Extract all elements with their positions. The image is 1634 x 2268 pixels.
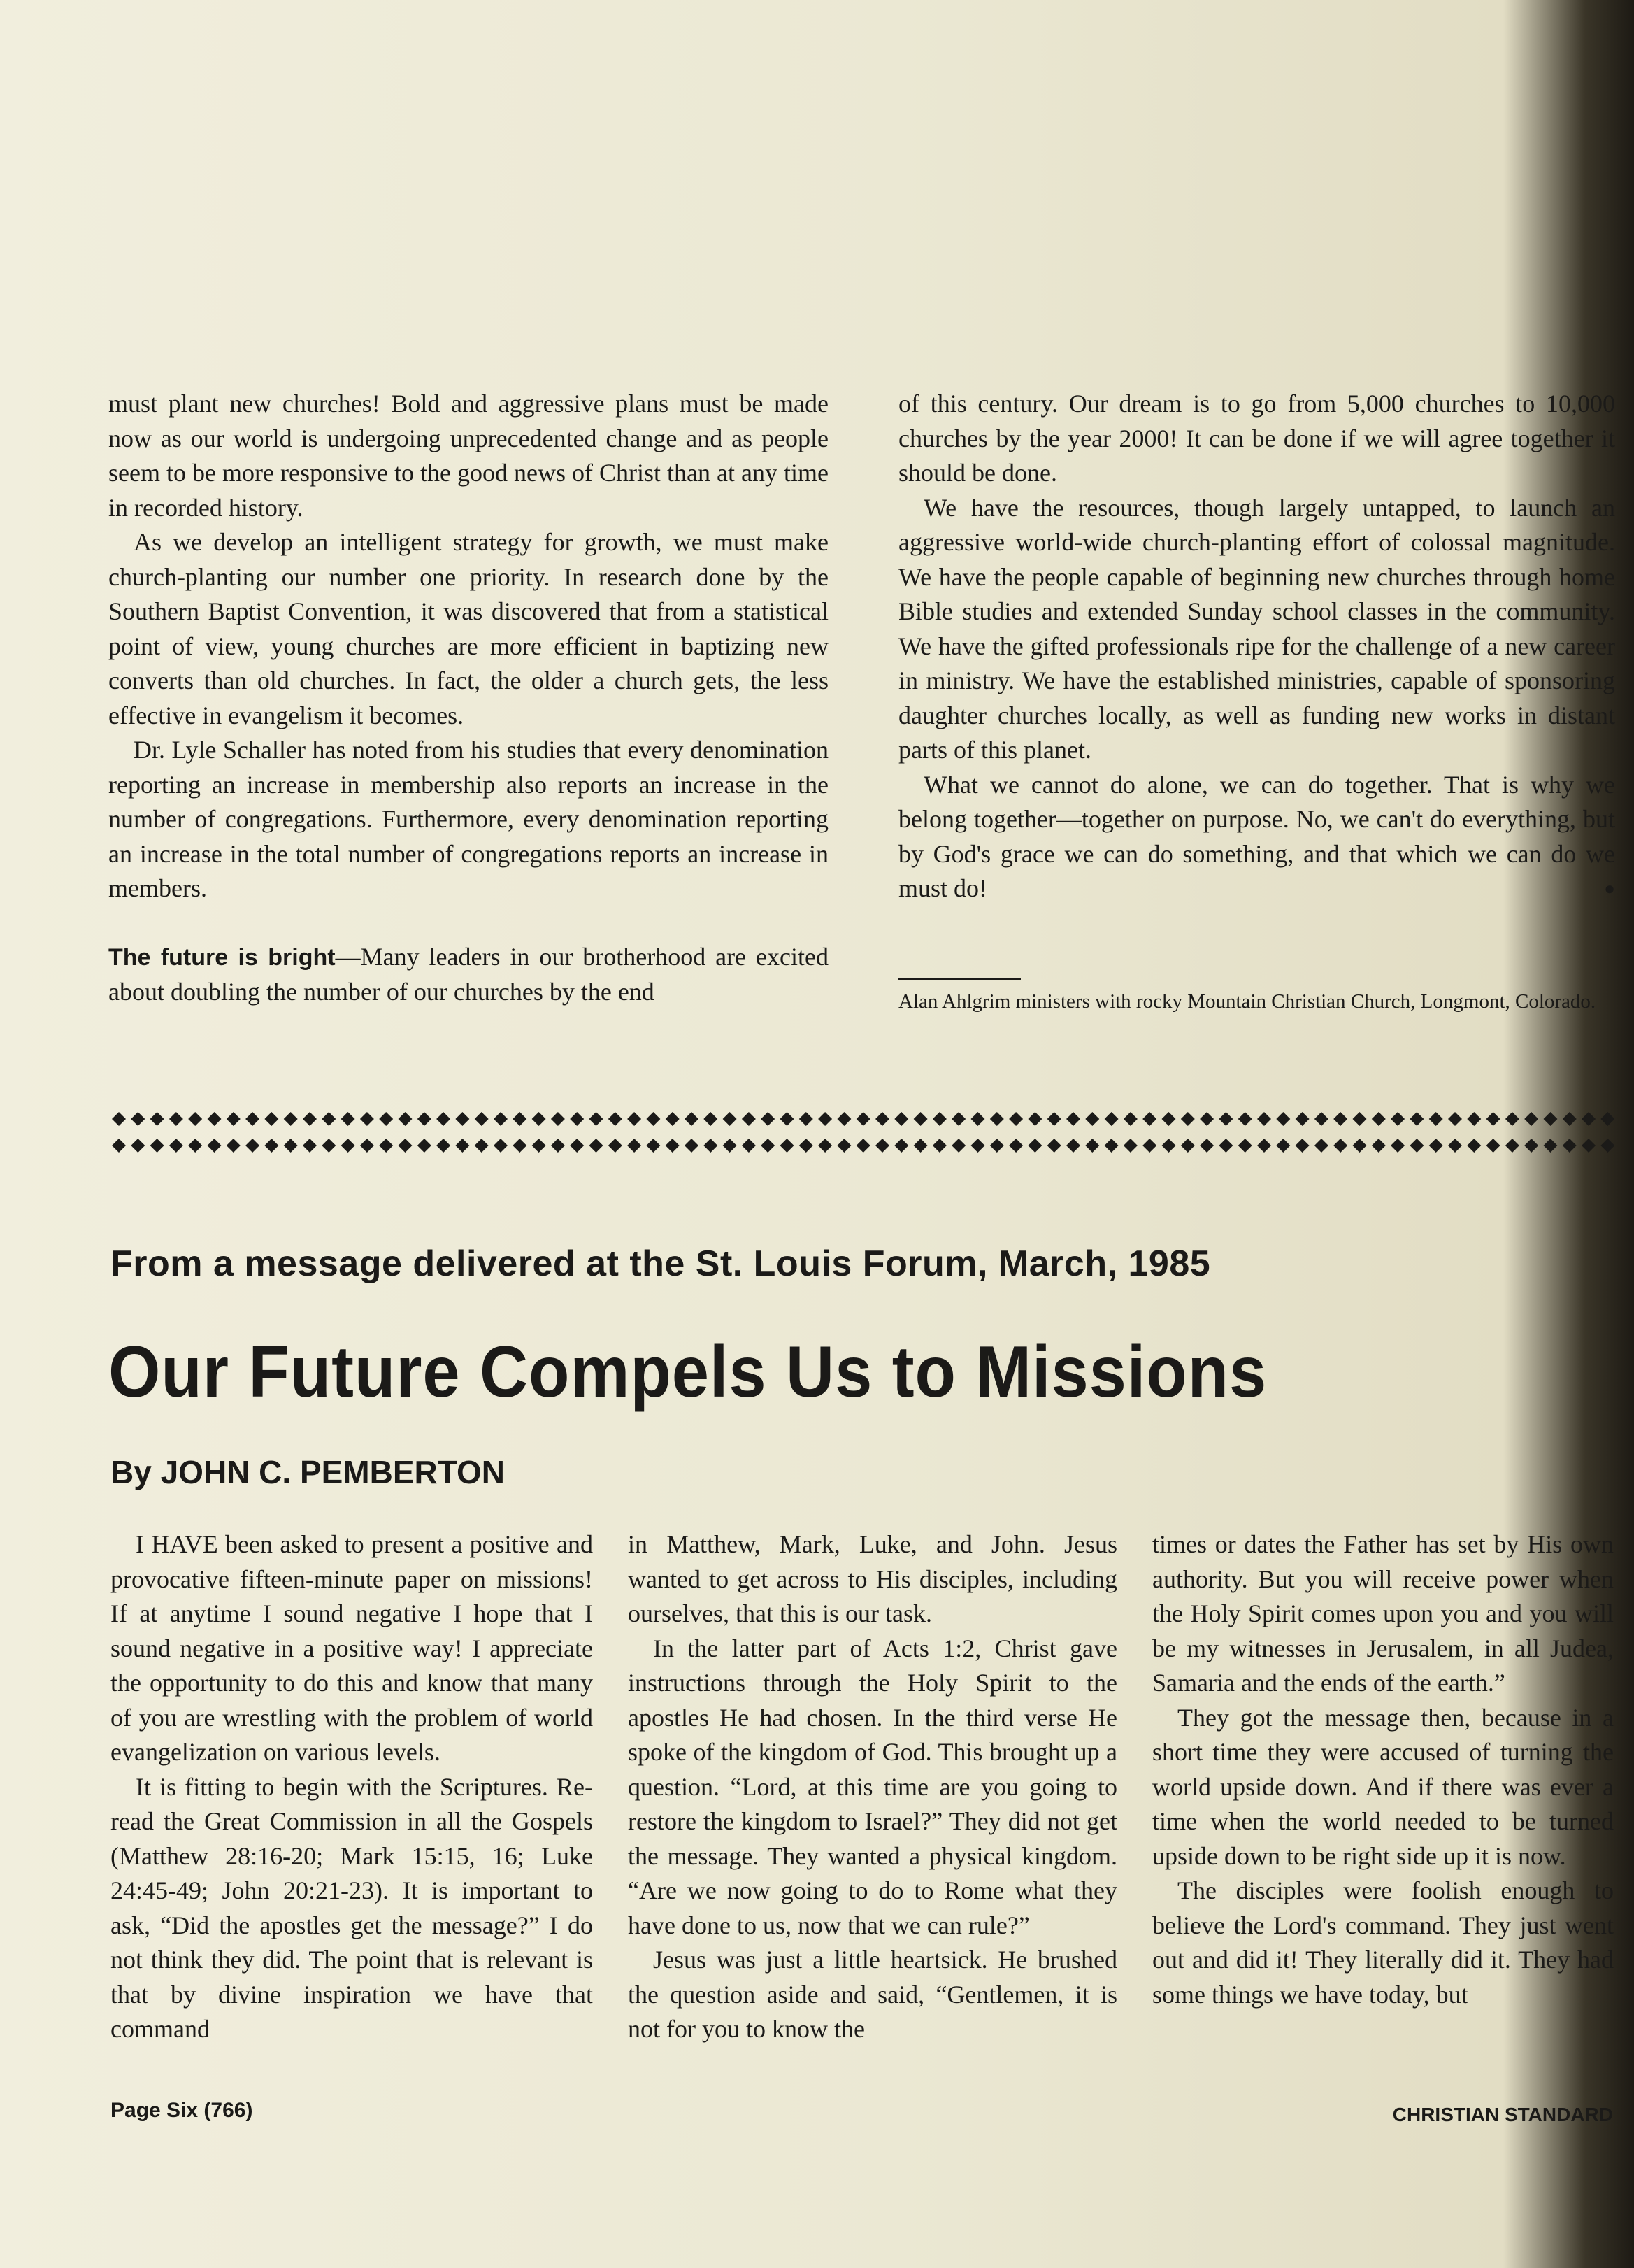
subhead-paragraph bbox=[108, 940, 829, 1010]
page-number: Page Six (766) bbox=[110, 2099, 253, 2122]
diamond-ornament bbox=[1563, 1139, 1577, 1153]
diamond-ornament bbox=[1333, 1139, 1347, 1153]
paragraph: We have the resources, though largely untapped, to launch an aggressive world-wide church-planting effort of colossal magnitude. We have the people capable of beginning new churches through home Bible studies and extended Sunday school classes in the community. We have the gifted professionals ripe for the challenge of a new career in ministry. We have the established ministries, capable of sponsoring daughter churches locally, as well as funding new works in distant parts of this planet. bbox=[898, 493, 1615, 764]
diamond-ornament bbox=[1505, 1112, 1519, 1126]
diamond-ornament bbox=[703, 1139, 717, 1153]
diamond-ornament bbox=[1505, 1139, 1519, 1153]
diamond-ornament bbox=[742, 1139, 756, 1153]
diamond-ornament bbox=[1276, 1112, 1290, 1126]
diamond-ornament bbox=[1238, 1112, 1252, 1126]
diamond-ornament bbox=[1219, 1139, 1233, 1153]
diamond-ornament bbox=[703, 1112, 717, 1126]
diamond-ornament bbox=[1486, 1112, 1500, 1126]
diamond-ornament bbox=[1142, 1139, 1156, 1153]
diamond-ornament bbox=[933, 1112, 947, 1126]
diamond-ornament bbox=[1257, 1139, 1271, 1153]
diamond-ornament bbox=[1276, 1139, 1290, 1153]
diamond-ornament bbox=[818, 1112, 832, 1126]
diamond-ornament bbox=[1486, 1139, 1500, 1153]
diamond-ornament bbox=[723, 1112, 737, 1126]
diamond-ornament bbox=[455, 1112, 469, 1126]
paragraph: They got the message then, because in a short time they were accused of turning the world upside down. And if there was ever a time when the world needed to be turned upside down to be right side up it is now. bbox=[1152, 1703, 1614, 1870]
diamond-ornament bbox=[608, 1112, 622, 1126]
diamond-ornament bbox=[799, 1112, 813, 1126]
diamond-ornament bbox=[914, 1139, 928, 1153]
diamond-ornament bbox=[208, 1112, 222, 1126]
article-kicker: From a message delivered at the St. Louis Forum, March, 1985 bbox=[110, 1243, 1211, 1284]
diamond-ornament bbox=[666, 1112, 680, 1126]
diamond-ornament bbox=[1314, 1139, 1328, 1153]
diamond-ornament bbox=[169, 1112, 183, 1126]
diamond-ornament bbox=[990, 1112, 1004, 1126]
diamond-ornament bbox=[1296, 1139, 1310, 1153]
diamond-ornament bbox=[837, 1112, 851, 1126]
diamond-ornament bbox=[169, 1139, 183, 1153]
diamond-ornament bbox=[417, 1139, 431, 1153]
diamond-ornament bbox=[1448, 1139, 1462, 1153]
diamond-ornament bbox=[570, 1139, 584, 1153]
paragraph: I HAVE been asked to present a positive and provocative fifteen-minute paper on missions! If at anytime I sound negative I hope that I sound negative in a positive way! I appreciate the opportunity to do this and know that many of you are wrestling with the problem of world evangelization on various levels. bbox=[110, 1530, 593, 1766]
diamond-ornament bbox=[131, 1139, 145, 1153]
author-bio: Alan Ahlgrim ministers with rocky Mountain Christian Church, Longmont, Colorado. bbox=[898, 990, 1596, 1013]
diamond-ornament bbox=[589, 1112, 603, 1126]
diamond-ornament bbox=[303, 1139, 317, 1153]
diamond-ornament bbox=[1524, 1112, 1538, 1126]
paragraph: must plant new churches! Bold and aggressive plans must be made now as our world is undergoing unprecedented change and as people seem to be more responsive to the good news of Christ than at any time in recorded history. bbox=[108, 390, 829, 522]
diamond-ornament bbox=[341, 1112, 355, 1126]
diamond-ornament bbox=[360, 1112, 374, 1126]
diamond-ornament bbox=[723, 1139, 737, 1153]
diamond-ornament bbox=[112, 1112, 126, 1126]
diamond-ornament bbox=[532, 1112, 546, 1126]
diamond-ornament bbox=[1162, 1112, 1176, 1126]
diamond-ornament bbox=[208, 1139, 222, 1153]
diamond-ornament bbox=[1028, 1139, 1042, 1153]
diamond-ornament bbox=[1085, 1112, 1099, 1126]
diamond-ornament bbox=[685, 1139, 698, 1153]
article-column-1 bbox=[110, 1527, 593, 2047]
subhead-text: —Many leaders in our brotherhood are excited about doubling the number of our churches by the end bbox=[108, 942, 829, 1006]
diamond-ornament bbox=[1448, 1112, 1462, 1126]
diamond-ornament bbox=[1600, 1112, 1614, 1126]
diamond-ornament bbox=[971, 1139, 985, 1153]
diamond-ornament bbox=[379, 1139, 393, 1153]
paragraph bbox=[898, 768, 1615, 906]
diamond-ornament bbox=[475, 1112, 489, 1126]
diamond-ornament bbox=[952, 1139, 966, 1153]
diamond-ornament bbox=[646, 1139, 660, 1153]
diamond-ornament bbox=[1142, 1112, 1156, 1126]
diamond-ornament bbox=[780, 1112, 794, 1126]
diamond-ornament bbox=[1429, 1139, 1443, 1153]
article-column-2 bbox=[628, 1527, 1117, 2047]
diamond-ornament bbox=[150, 1112, 164, 1126]
paragraph: times or dates the Father has set by His own authority. But you will receive power when the Holy Spirit comes upon you and you will be my witnesses in Jerusalem, in all Judea, Samaria and the ends of the earth.” bbox=[1152, 1530, 1614, 1697]
diamond-ornament bbox=[1391, 1139, 1405, 1153]
diamond-ornament bbox=[1467, 1139, 1481, 1153]
diamond-ornament bbox=[1181, 1139, 1195, 1153]
diamond-ornament bbox=[857, 1112, 870, 1126]
diamond-ornament bbox=[952, 1112, 966, 1126]
diamond-ornament bbox=[1582, 1139, 1596, 1153]
subhead-lead: The future is bright bbox=[108, 943, 336, 971]
diamond-ornament bbox=[1257, 1112, 1271, 1126]
diamond-ornament bbox=[1524, 1139, 1538, 1153]
diamond-ornament bbox=[303, 1112, 317, 1126]
diamond-ornament bbox=[399, 1112, 413, 1126]
diamond-ornament bbox=[399, 1139, 413, 1153]
diamond-ornament bbox=[322, 1112, 336, 1126]
paragraph: Jesus was just a little heartsick. He brushed the question aside and said, “Gentlemen, it is not for you to know the bbox=[628, 1946, 1117, 2043]
diamond-ornament bbox=[1085, 1139, 1099, 1153]
diamond-ornament bbox=[322, 1139, 336, 1153]
diamond-ornament bbox=[150, 1139, 164, 1153]
diamond-ornament bbox=[284, 1139, 298, 1153]
diamond-ornament bbox=[188, 1139, 202, 1153]
diamond-ornament bbox=[245, 1139, 259, 1153]
diamond-ornament bbox=[494, 1139, 508, 1153]
diamond-ornament bbox=[1105, 1139, 1119, 1153]
diamond-ornament bbox=[1353, 1139, 1367, 1153]
paragraph: It is fitting to begin with the Scriptures. Re-read the Great Commission in all the Gospels (Matthew 28:16-20; Mark 15:15, 16; Luke 24:45-49; John 20:21-23). It is important to ask, “Did the apostles get the message?” I do not think they did. The point that is relevant is that by divine inspiration we have that command bbox=[110, 1772, 593, 2043]
diamond-ornament bbox=[914, 1112, 928, 1126]
diamond-ornament bbox=[227, 1112, 241, 1126]
diamond-ornament bbox=[818, 1139, 832, 1153]
diamond-ornament bbox=[1563, 1112, 1577, 1126]
diamond-divider bbox=[112, 1108, 1615, 1157]
diamond-ornament bbox=[1582, 1112, 1596, 1126]
paragraph: The disciples were foolish enough to believe the Lord's command. They just went out and did it! They literally did it. They had some things we have today, but bbox=[1152, 1876, 1614, 2009]
diamond-ornament bbox=[685, 1112, 698, 1126]
diamond-ornament bbox=[379, 1112, 393, 1126]
end-mark-icon: ● bbox=[1604, 878, 1615, 899]
diamond-ornament bbox=[112, 1139, 126, 1153]
diamond-ornament bbox=[551, 1112, 565, 1126]
diamond-ornament bbox=[933, 1139, 947, 1153]
diamond-ornament bbox=[1200, 1112, 1214, 1126]
diamond-ornament bbox=[1066, 1112, 1080, 1126]
diamond-ornament bbox=[875, 1112, 889, 1126]
diamond-ornament bbox=[627, 1112, 641, 1126]
diamond-ornament bbox=[1181, 1112, 1195, 1126]
diamond-ornament bbox=[1047, 1112, 1061, 1126]
diamond-ornament bbox=[1391, 1112, 1405, 1126]
top-article-column-1 bbox=[108, 387, 829, 1010]
diamond-ornament bbox=[264, 1139, 278, 1153]
paragraph: In the latter part of Acts 1:2, Christ gave instructions through the Holy Spirit to the apostles He had chosen. In the third verse He spoke of the kingdom of God. This brought up a question. “Lord, at this time are you going to restore the kingdom to Israel?” They did not get the message. They wanted a physical kingdom. “Are we now going to do to Rome what they have done to us, now that we can rule?” bbox=[628, 1634, 1117, 1939]
diamond-ornament bbox=[436, 1112, 450, 1126]
diamond-ornament bbox=[1333, 1112, 1347, 1126]
paragraph: As we develop an intelligent strategy for growth, we must make church-planting our number one priority. In research done by the Southern Baptist Convention, it was discovered that from a statistical point of view, young churches are more efficient in baptizing new converts than old churches. In fact, the older a church gets, the less effective in evangelism it becomes. bbox=[108, 528, 829, 729]
article-headline: Our Future Compels Us to Missions bbox=[108, 1332, 1268, 1413]
diamond-ornament bbox=[1410, 1112, 1424, 1126]
diamond-ornament bbox=[1009, 1139, 1023, 1153]
diamond-ornament bbox=[1410, 1139, 1424, 1153]
diamond-ornament bbox=[646, 1112, 660, 1126]
diamond-ornament bbox=[1105, 1112, 1119, 1126]
diamond-ornament bbox=[1600, 1139, 1614, 1153]
diamond-ornament bbox=[780, 1139, 794, 1153]
diamond-ornament bbox=[627, 1139, 641, 1153]
diamond-ornament bbox=[1200, 1139, 1214, 1153]
diamond-ornament bbox=[799, 1139, 813, 1153]
diamond-ornament bbox=[494, 1112, 508, 1126]
diamond-ornament bbox=[589, 1139, 603, 1153]
diamond-ornament bbox=[1429, 1112, 1443, 1126]
diamond-ornament bbox=[761, 1112, 775, 1126]
diamond-ornament bbox=[1296, 1112, 1310, 1126]
diamond-ornament bbox=[1467, 1112, 1481, 1126]
diamond-ornament bbox=[475, 1139, 489, 1153]
diamond-ornament bbox=[1124, 1139, 1138, 1153]
diamond-ornament bbox=[1238, 1139, 1252, 1153]
diamond-ornament bbox=[341, 1139, 355, 1153]
diamond-ornament bbox=[1544, 1139, 1558, 1153]
article-column-3 bbox=[1152, 1527, 1614, 2012]
diamond-ornament bbox=[837, 1139, 851, 1153]
diamond-ornament bbox=[360, 1139, 374, 1153]
paragraph: in Matthew, Mark, Luke, and John. Jesus wanted to get across to His disciples, including ourselves, that this is our task. bbox=[628, 1530, 1117, 1627]
diamond-ornament bbox=[742, 1112, 756, 1126]
diamond-ornament bbox=[608, 1139, 622, 1153]
diamond-ornament bbox=[1066, 1139, 1080, 1153]
diamond-ornament bbox=[455, 1139, 469, 1153]
diamond-ornament bbox=[570, 1112, 584, 1126]
diamond-ornament bbox=[1162, 1139, 1176, 1153]
diamond-ornament bbox=[1219, 1112, 1233, 1126]
diamond-ornament bbox=[857, 1139, 870, 1153]
diamond-ornament bbox=[264, 1112, 278, 1126]
diamond-ornament bbox=[227, 1139, 241, 1153]
diamond-ornament bbox=[245, 1112, 259, 1126]
diamond-ornament bbox=[1372, 1112, 1386, 1126]
diamond-ornament bbox=[551, 1139, 565, 1153]
article-byline: By JOHN C. PEMBERTON bbox=[110, 1454, 506, 1490]
diamond-ornament bbox=[990, 1139, 1004, 1153]
diamond-ornament bbox=[284, 1112, 298, 1126]
diamond-ornament bbox=[188, 1112, 202, 1126]
diamond-ornament bbox=[875, 1139, 889, 1153]
publication-name: CHRISTIAN STANDARD bbox=[1392, 2104, 1613, 2125]
diamond-ornament bbox=[532, 1139, 546, 1153]
diamond-ornament bbox=[1544, 1112, 1558, 1126]
bio-divider-rule bbox=[898, 978, 1021, 980]
top-article-column-2 bbox=[898, 387, 1615, 906]
diamond-ornament bbox=[513, 1139, 526, 1153]
diamond-ornament bbox=[131, 1112, 145, 1126]
paragraph: of this century. Our dream is to go from 5,000 churches to 10,000 churches by the year 2000! It can be done if we will agree together it should be done. bbox=[898, 390, 1615, 487]
diamond-ornament bbox=[436, 1139, 450, 1153]
diamond-ornament bbox=[1372, 1139, 1386, 1153]
diamond-ornament bbox=[1124, 1112, 1138, 1126]
paragraph: Dr. Lyle Schaller has noted from his studies that every denomination reporting an increase in membership also reports an increase in the number of congregations. Furthermore, every denomination reporting an increase in the total number of congregations reports an increase in members. bbox=[108, 736, 829, 902]
diamond-ornament bbox=[894, 1139, 908, 1153]
diamond-ornament bbox=[971, 1112, 985, 1126]
diamond-ornament bbox=[666, 1139, 680, 1153]
diamond-ornament bbox=[1028, 1112, 1042, 1126]
diamond-ornament bbox=[761, 1139, 775, 1153]
diamond-ornament bbox=[894, 1112, 908, 1126]
diamond-ornament bbox=[417, 1112, 431, 1126]
diamond-ornament bbox=[1314, 1112, 1328, 1126]
paragraph-text: What we cannot do alone, we can do together. That is why we belong together—together on purpose. No, we can't do everything, but by God's grace we can do something, and that which we can do we must do! bbox=[898, 770, 1615, 902]
diamond-ornament bbox=[1353, 1112, 1367, 1126]
diamond-ornament bbox=[1009, 1112, 1023, 1126]
diamond-ornament bbox=[513, 1112, 526, 1126]
diamond-ornament bbox=[1047, 1139, 1061, 1153]
